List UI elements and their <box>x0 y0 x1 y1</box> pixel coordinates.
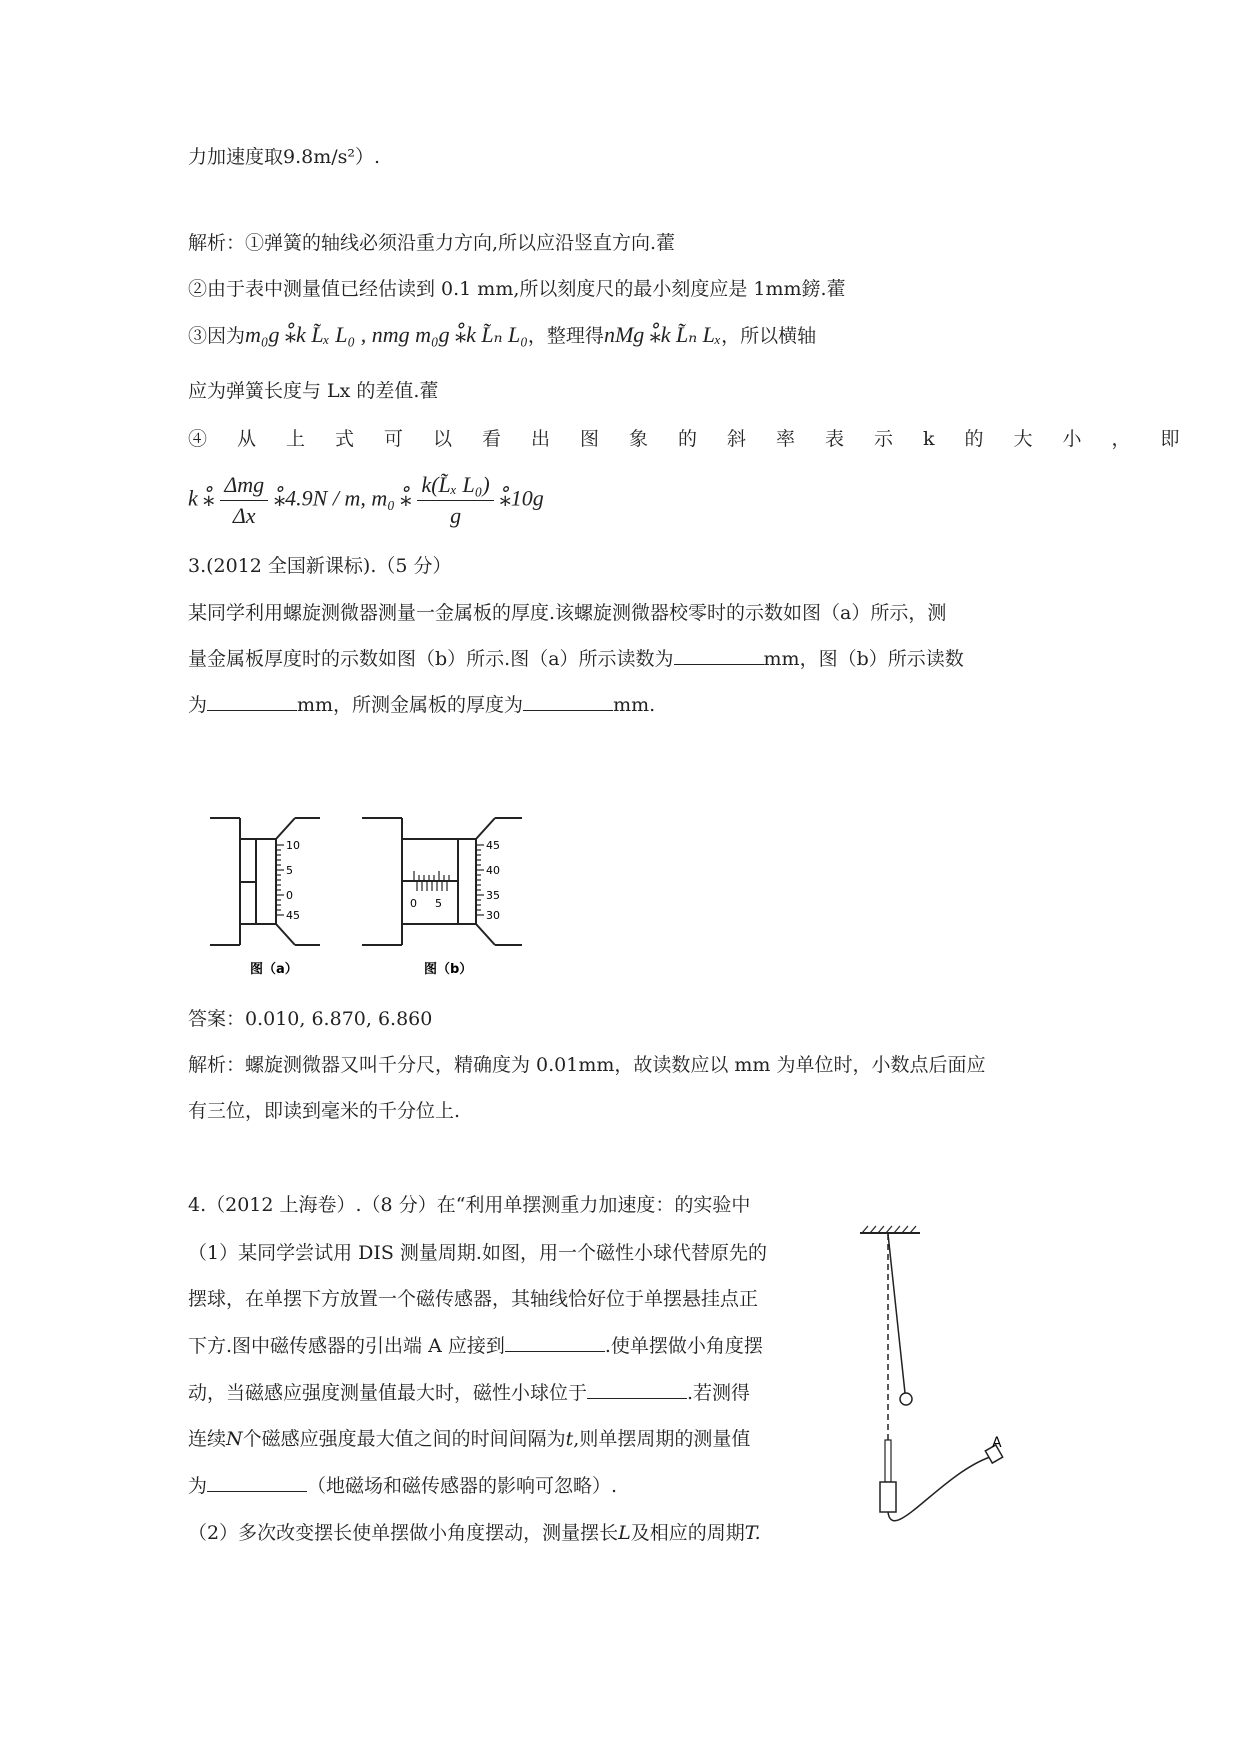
text-fragment: ,则单摆周期的测量值 <box>573 1428 751 1450</box>
analysis-line: 解析：螺旋测微器又叫千分尺，精确度为 0.01mm，故读数应以 mm 为单位时，小数点后面应 <box>188 1054 986 1076</box>
fraction <box>417 470 493 531</box>
text-fragment: .使单摆做小角度摆 <box>604 1335 763 1357</box>
tick-label: 45 <box>486 839 500 852</box>
sensor-probe <box>885 1440 891 1482</box>
magnetic-ball <box>900 1393 912 1405</box>
tick-label: 5 <box>286 864 293 877</box>
question-3-text-3 <box>188 692 655 718</box>
text-fragment: 及相应的周期 <box>630 1522 745 1544</box>
text-fragment: 下方.图中磁传感器的引出端 A 应接到 <box>188 1335 505 1357</box>
answer-blank <box>587 1380 687 1399</box>
question-4-text-3 <box>188 1333 763 1359</box>
answer-blank <box>207 692 297 711</box>
text-fragment: （2）多次改变摆长使单摆做小角度摆动，测量摆长 <box>188 1522 619 1544</box>
question-4-text-1: （1）某同学尝试用 DIS 测量周期.如图，用一个磁性小球代替原先的 <box>188 1242 767 1264</box>
connector-label: A <box>992 1435 1002 1451</box>
answer-blank <box>207 1473 307 1492</box>
text-fragment: 为 <box>188 1475 208 1497</box>
equation-part: k ⁎̊ <box>188 485 215 511</box>
figure-caption: 图（a） <box>250 962 298 977</box>
equation-part: ⁎̊10g <box>499 485 544 511</box>
k-formula <box>188 470 544 531</box>
variable: L <box>618 1522 631 1544</box>
tick-label: 30 <box>486 909 500 922</box>
tick-label: 35 <box>486 889 500 902</box>
numerator: k(L̃ₓ L₀) <box>417 470 493 501</box>
equation: nMg ⁎̊k L̃ₙ Lₓ <box>603 322 722 347</box>
question-4-text-7 <box>188 1520 761 1546</box>
answer-blank <box>523 692 613 711</box>
fraction <box>220 470 268 531</box>
question-3-text-1: 某同学利用螺旋测微器测量一金属板的厚度.该螺旋测微器校零时的示数如图（a）所示，测 <box>188 602 947 624</box>
micrometer-figures <box>200 805 600 985</box>
tick-label: 40 <box>486 864 500 877</box>
question-4-text-4 <box>188 1380 750 1406</box>
tick-label: 0 <box>410 897 417 910</box>
text-fragment: 个磁感应强度最大值之间的时间间隔为 <box>242 1428 566 1450</box>
question-3-text-2 <box>188 646 964 672</box>
equation: m₀g ⁎̊k L̃ₓ L₀ , nmg m₀g ⁎̊k L̃ₙ L₀ <box>245 322 528 347</box>
analysis-line: 有三位，即读到毫米的千分位上. <box>188 1100 461 1122</box>
denominator: g <box>450 503 462 528</box>
equation-part: ⁎̊4.9N / m, m₀ ⁎̊ <box>274 485 412 511</box>
tick-label: 10 <box>286 839 300 852</box>
variable: T. <box>744 1522 761 1544</box>
text-fragment: mm，图（b）所示读数 <box>763 648 964 670</box>
text-line: 力加速度取9.8m/s²）. <box>188 146 381 168</box>
ceiling-hatch <box>862 1226 916 1233</box>
question-4-text-5 <box>188 1426 750 1452</box>
pendulum-string <box>888 1234 905 1393</box>
answer-line: 答案：0.010, 6.870, 6.860 <box>188 1008 433 1030</box>
analysis-line-2: ②由于表中测量值已经估读到 0.1 mm,所以刻度尺的最小刻度应是 1mm鎊.藿 <box>188 278 846 300</box>
text-fragment: ，所以横轴 <box>721 325 817 347</box>
text-fragment: mm. <box>613 694 656 716</box>
answer-blank <box>505 1333 605 1352</box>
question-4-text-2: 摆球，在单摆下方放置一个磁传感器，其轴线恰好位于单摆悬挂点正 <box>188 1288 759 1310</box>
text-fragment: .若测得 <box>687 1382 751 1404</box>
tick-label: 45 <box>286 909 300 922</box>
micrometer-a <box>210 818 320 977</box>
question-4-title: 4.（2012 上海卷）.（8 分）在“利用单摆测重力加速度：的实验中 <box>188 1194 751 1216</box>
question-3-title: 3.(2012 全国新课标).（5 分） <box>188 555 452 577</box>
magnetic-sensor <box>880 1482 896 1512</box>
text-fragment: mm，所测金属板的厚度为 <box>297 694 524 716</box>
denominator: Δx <box>232 503 256 528</box>
variable: N <box>226 1428 243 1450</box>
question-4-text-6 <box>188 1473 617 1499</box>
figure-caption: 图（b） <box>424 962 473 977</box>
numerator: Δmg <box>220 470 268 501</box>
sensor-cable <box>888 1457 990 1521</box>
pendulum-diagram <box>850 1225 1030 1525</box>
text-fragment: （地磁场和磁传感器的影响可忽略）. <box>307 1475 618 1497</box>
analysis-line-3 <box>188 322 816 349</box>
text-fragment: 连续 <box>188 1428 227 1450</box>
tick-label: 0 <box>286 889 293 902</box>
analysis-line-1: 解析：①弹簧的轴线必须沿重力方向,所以应沿竖直方向.藿 <box>188 232 676 254</box>
analysis-line-4: 应为弹簧长度与 Lx 的差值.藿 <box>188 380 439 402</box>
micrometer-b <box>362 818 522 977</box>
text-fragment: 动，当磁感应强度测量值最大时，磁性小球位于 <box>188 1382 588 1404</box>
variable: t <box>565 1428 574 1450</box>
text-fragment: ，整理得 <box>527 325 604 347</box>
tick-label: 5 <box>435 897 442 910</box>
answer-blank <box>674 646 764 665</box>
text-fragment: ③因为 <box>188 325 246 347</box>
analysis-line-5: ④从上式可以看出图象的斜率表示k的大小，即 <box>188 428 1210 450</box>
text-fragment: 为 <box>188 694 208 716</box>
text-fragment: 量金属板厚度时的示数如图（b）所示.图（a）所示读数为 <box>188 648 674 670</box>
